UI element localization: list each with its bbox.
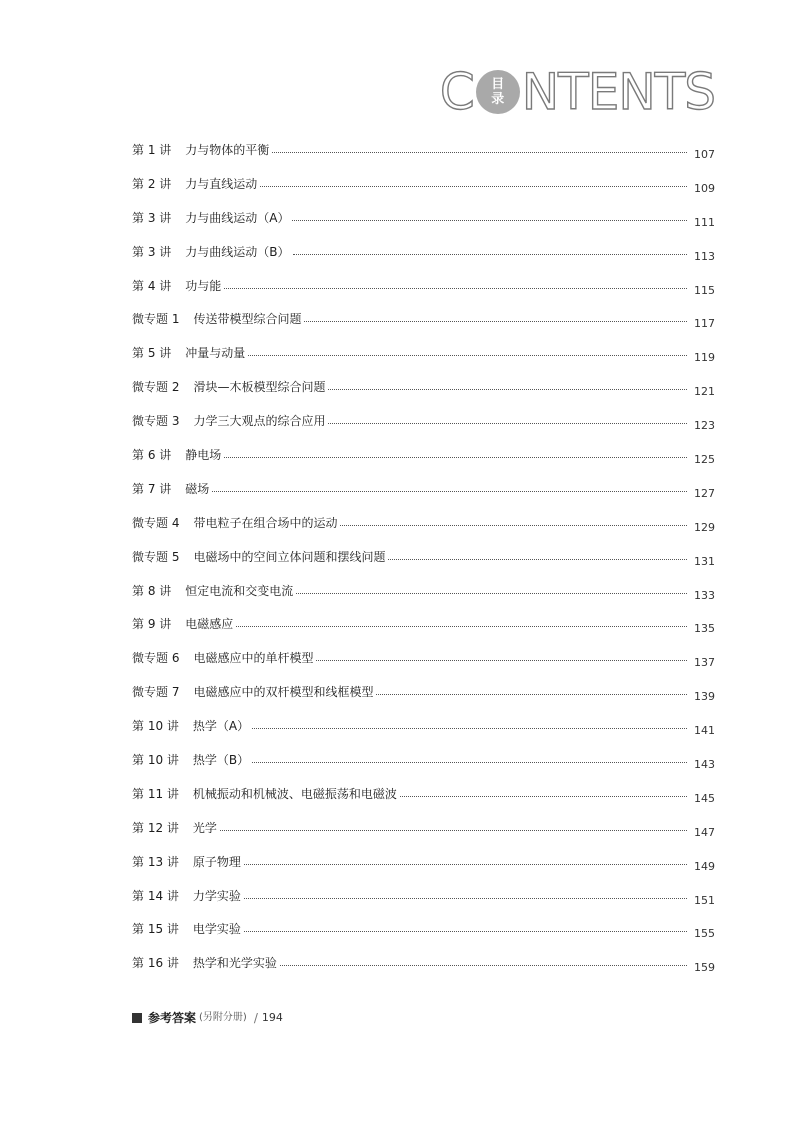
toc-entry-label: [132, 240, 290, 260]
toc-entry-label: [132, 172, 257, 192]
toc-entry-label: [132, 748, 249, 768]
toc-entry-page-number: 139: [694, 690, 715, 704]
toc-entry-page-number: 121: [694, 385, 715, 399]
answers-footer: [132, 1010, 283, 1026]
toc-entry-label: [132, 138, 269, 158]
toc-entry-label: [132, 816, 217, 836]
toc-entry-number: 微专题 7: [132, 685, 180, 700]
toc-entry[interactable]: [132, 443, 715, 477]
toc-entry[interactable]: [132, 646, 715, 680]
toc-entry-label: [132, 917, 241, 937]
dot-leader: [236, 612, 687, 627]
toc-entry-page-number: 131: [694, 554, 715, 568]
toc-entry-page-number: 119: [694, 351, 715, 365]
toc-entry-page-number: 111: [694, 215, 715, 229]
toc-entry[interactable]: [132, 409, 715, 443]
toc-entry[interactable]: [132, 782, 715, 816]
toc-entry[interactable]: [132, 477, 715, 511]
toc-entry-page-number: 127: [694, 486, 715, 500]
toc-entry[interactable]: [132, 680, 715, 714]
toc-entry-number: 第 1 讲: [132, 143, 172, 157]
toc-entry-label: [132, 409, 325, 429]
toc-entry-number: 第 5 讲: [132, 346, 172, 361]
dot-leader: [376, 680, 687, 695]
toc-entry-title: 力与曲线运动（B）: [185, 244, 290, 259]
toc-entry-number: 第 14 讲: [132, 888, 179, 903]
logo-letters-ntents: NTENTS: [521, 63, 715, 121]
toc-entry-page-number: 123: [694, 419, 715, 433]
toc-entry[interactable]: [132, 172, 715, 206]
dot-leader: [328, 375, 687, 390]
toc-entry-label: [132, 511, 337, 531]
toc-entry[interactable]: [132, 884, 715, 918]
toc-entry-label: [132, 375, 325, 395]
toc-entry[interactable]: [132, 240, 715, 274]
answers-note: (另附分册): [199, 1012, 247, 1023]
dot-leader: [272, 138, 687, 153]
badge-char-1: 目: [491, 77, 505, 92]
table-of-contents: [132, 138, 715, 985]
contents-header: [439, 63, 715, 121]
toc-entry-number: 微专题 3: [132, 414, 180, 429]
toc-entry[interactable]: [132, 748, 715, 782]
toc-entry-number: 微专题 2: [132, 380, 180, 395]
toc-entry-title: 光学: [192, 820, 217, 835]
toc-entry-label: [132, 274, 221, 294]
contents-badge: [476, 70, 520, 114]
toc-entry-page-number: 129: [694, 520, 715, 534]
toc-entry-label: [132, 579, 293, 599]
toc-entry-number: 第 6 讲: [132, 448, 172, 463]
toc-entry-number: 微专题 1: [132, 312, 180, 327]
dot-leader: [220, 816, 687, 831]
toc-entry-title: 电磁感应中的单杆模型: [193, 651, 314, 666]
toc-entry-number: 微专题 5: [132, 549, 180, 564]
toc-entry-title: 力与直线运动: [185, 176, 258, 191]
badge-char-2: 录: [491, 92, 505, 107]
toc-entry-page-number: 155: [694, 927, 715, 941]
toc-entry-page-number: 117: [694, 317, 715, 331]
toc-entry-label: [132, 545, 385, 565]
toc-entry-title: 机械振动和机械波、电磁振荡和电磁波: [192, 786, 397, 801]
toc-entry[interactable]: [132, 375, 715, 409]
dot-leader: [244, 850, 687, 865]
toc-entry-number: 微专题 6: [132, 651, 180, 666]
toc-entry-title: 力与物体的平衡: [185, 143, 270, 157]
logo-letter-c: C: [439, 63, 474, 121]
toc-entry-number: 第 13 讲: [132, 854, 179, 869]
toc-entry[interactable]: [132, 714, 715, 748]
dot-leader: [224, 443, 687, 458]
dot-leader: [328, 409, 687, 424]
toc-entry-page-number: 133: [694, 588, 715, 602]
toc-entry-title: 热学（A）: [192, 719, 250, 734]
dot-leader: [292, 206, 687, 221]
toc-entry-page-number: 159: [694, 961, 715, 975]
toc-entry[interactable]: [132, 138, 715, 172]
toc-entry[interactable]: [132, 816, 715, 850]
toc-entry-label: [132, 646, 313, 666]
toc-entry-number: 第 15 讲: [132, 922, 179, 937]
dot-leader: [280, 951, 687, 966]
dot-leader: [296, 579, 687, 594]
toc-entry-title: 电磁感应: [185, 617, 234, 632]
toc-entry-label: [132, 714, 249, 734]
toc-entry-number: 第 4 讲: [132, 278, 172, 293]
dot-leader: [340, 511, 687, 526]
toc-entry-page-number: 125: [694, 453, 715, 467]
toc-entry-label: [132, 307, 301, 327]
toc-entry-title: 原子物理: [192, 854, 241, 869]
answers-separator: /: [253, 1011, 258, 1025]
toc-entry-title: 电学实验: [192, 922, 241, 937]
toc-entry-page-number: 115: [694, 283, 715, 297]
toc-entry[interactable]: [132, 579, 715, 613]
toc-entry-title: 滑块—木板模型综合问题: [193, 380, 326, 395]
dot-leader: [304, 307, 687, 322]
dot-leader: [252, 714, 687, 729]
dot-leader: [248, 341, 687, 356]
dot-leader: [244, 917, 687, 932]
toc-entry[interactable]: [132, 545, 715, 579]
toc-entry-page-number: 135: [694, 622, 715, 636]
toc-entry-title: 热学和光学实验: [192, 956, 277, 971]
toc-entry-page-number: 151: [694, 893, 715, 907]
dot-leader: [212, 477, 687, 492]
toc-entry-label: [132, 782, 397, 802]
toc-entry-number: 微专题 4: [132, 515, 180, 530]
toc-entry-number: 第 3 讲: [132, 244, 172, 259]
dot-leader: [260, 172, 687, 187]
toc-entry-page-number: 107: [694, 148, 715, 161]
dot-leader: [388, 545, 687, 560]
dot-leader: [252, 748, 687, 763]
toc-entry-title: 电磁场中的空间立体问题和摆线问题: [193, 549, 386, 564]
toc-entry-number: 第 9 讲: [132, 617, 172, 632]
toc-entry-label: [132, 612, 233, 632]
toc-entry-number: 第 8 讲: [132, 583, 172, 598]
toc-entry-label: [132, 443, 221, 463]
toc-entry-title: 热学（B）: [192, 753, 250, 768]
toc-entry[interactable]: [132, 951, 715, 985]
toc-entry-page-number: 145: [694, 791, 715, 805]
dot-leader: [316, 646, 687, 661]
toc-entry-title: 冲量与动量: [185, 346, 246, 361]
toc-entry-label: [132, 477, 209, 497]
toc-entry-title: 力学实验: [192, 888, 241, 903]
dot-leader: [244, 884, 687, 899]
toc-entry-number: 第 16 讲: [132, 956, 179, 971]
toc-entry-page-number: 143: [694, 758, 715, 772]
toc-entry-title: 恒定电流和交变电流: [185, 583, 294, 598]
toc-entry-number: 第 7 讲: [132, 481, 172, 496]
toc-entry-label: [132, 341, 245, 361]
square-bullet-icon: [132, 1013, 142, 1023]
toc-entry[interactable]: [132, 341, 715, 375]
toc-entry-number: 第 2 讲: [132, 176, 172, 191]
toc-entry-title: 传送带模型综合问题: [193, 312, 302, 327]
toc-entry[interactable]: [132, 612, 715, 646]
toc-entry-title: 功与能: [185, 278, 222, 293]
toc-entry-label: [132, 850, 241, 870]
toc-entry-title: 电磁感应中的双杆模型和线框模型: [193, 685, 374, 700]
toc-entry-page-number: 149: [694, 859, 715, 873]
toc-entry-number: 第 10 讲: [132, 753, 179, 768]
toc-entry-label: [132, 951, 277, 971]
toc-entry-page-number: 109: [694, 181, 715, 195]
toc-entry-label: [132, 680, 373, 700]
dot-leader: [224, 274, 687, 289]
toc-entry-title: 磁场: [185, 481, 210, 496]
toc-entry-label: [132, 206, 289, 226]
dot-leader: [400, 782, 687, 797]
toc-entry-title: 静电场: [185, 448, 222, 463]
toc-entry[interactable]: [132, 274, 715, 308]
answers-label[interactable]: 参考答案: [148, 1011, 197, 1025]
toc-entry-number: 第 3 讲: [132, 210, 172, 225]
toc-entry-number: 第 12 讲: [132, 820, 179, 835]
toc-entry[interactable]: [132, 917, 715, 951]
toc-entry[interactable]: [132, 206, 715, 240]
toc-entry[interactable]: [132, 850, 715, 884]
toc-entry-page-number: 137: [694, 656, 715, 670]
toc-entry-number: 第 10 讲: [132, 719, 179, 734]
toc-entry-page-number: 147: [694, 825, 715, 839]
toc-entry-number: 第 11 讲: [132, 786, 179, 801]
toc-entry-title: 带电粒子在组合场中的运动: [193, 515, 338, 530]
answers-page-number: 194: [261, 1011, 283, 1024]
toc-entry-page-number: 113: [694, 249, 715, 263]
toc-entry[interactable]: [132, 307, 715, 341]
toc-entry-title: 力与曲线运动（A）: [185, 210, 290, 225]
dot-leader: [293, 240, 688, 255]
toc-entry-title: 力学三大观点的综合应用: [193, 414, 326, 429]
toc-entry-page-number: 141: [694, 724, 715, 738]
toc-entry-label: [132, 884, 241, 904]
toc-entry[interactable]: [132, 511, 715, 545]
